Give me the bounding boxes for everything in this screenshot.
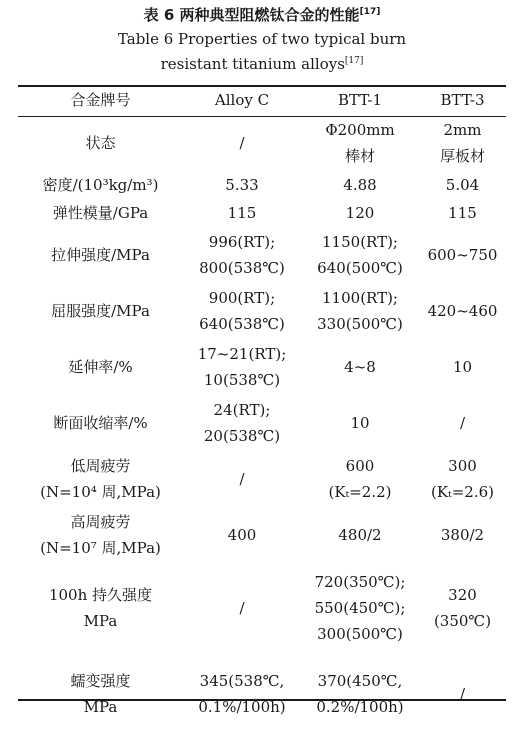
label-line: 状态 [85, 134, 116, 152]
cell-alloy-c [183, 451, 301, 507]
cell-line: 115 [227, 204, 257, 222]
row-label [18, 563, 183, 653]
cell-btt-1 [301, 339, 419, 395]
table-row [18, 507, 506, 563]
cell-line: 640(500℃) [317, 259, 403, 277]
cell-alloy-c [183, 171, 301, 199]
label-line: MPa [83, 612, 118, 630]
cell-btt-1 [301, 653, 419, 735]
cell-line: 5.33 [225, 176, 259, 194]
header-btt-1: BTT-1 [338, 91, 382, 109]
cell-btt-1 [301, 283, 419, 339]
cell-btt-3 [419, 115, 506, 171]
cell-btt-3 [419, 283, 506, 339]
cell-line: 厚板材 [439, 147, 485, 165]
table-row [18, 283, 506, 339]
cell-alloy-c [183, 283, 301, 339]
title-cn-text: 表 6 两种典型阻燃钛合金的性能 [143, 6, 360, 24]
cell-btt-3 [419, 339, 506, 395]
cell-line: 10 [350, 414, 370, 432]
table-title-english-line1: Table 6 Properties of two typical burn [117, 30, 407, 48]
row-label [18, 283, 183, 339]
label-line: 蠕变强度 [70, 672, 131, 690]
row-label [18, 171, 183, 199]
cell-line: 320 [448, 586, 477, 604]
table-title-chinese [0, 4, 524, 25]
row-label [18, 507, 183, 563]
row-label [18, 451, 183, 507]
cell-alloy-c [183, 563, 301, 653]
cell-alloy-c [183, 395, 301, 451]
label-line: 100h 持久强度 [48, 586, 153, 604]
properties-table [18, 85, 506, 735]
table-header-row [18, 85, 506, 115]
cell-line: 4~8 [344, 358, 376, 376]
cell-line: 900(RT); [208, 289, 276, 307]
cell-line: 24(RT); [213, 401, 271, 419]
cell-btt-3 [419, 507, 506, 563]
cell-alloy-c [183, 115, 301, 171]
table-row [18, 199, 506, 227]
cell-alloy-c [183, 199, 301, 227]
label-line: MPa [83, 698, 118, 716]
label-line: 拉伸强度/MPa [51, 246, 150, 264]
label-line: 低周疲劳 [70, 457, 131, 475]
cell-line: 5.04 [445, 176, 480, 194]
cell-line: / [459, 685, 466, 703]
cell-line: 2mm [443, 121, 482, 139]
row-label [18, 227, 183, 283]
cell-line: 10(538℃) [203, 371, 281, 389]
title-en-text: resistant titanium alloys [160, 55, 345, 73]
header-alloy-c: Alloy C [214, 91, 270, 109]
cell-line: 345(538℃, [199, 672, 285, 690]
cell-line: 1100(RT); [322, 289, 398, 307]
cell-line: 800(538℃) [199, 259, 285, 277]
cell-btt-1 [301, 227, 419, 283]
cell-line: 420~460 [427, 302, 498, 320]
cell-line: / [239, 134, 245, 152]
cell-line: / [239, 470, 245, 488]
row-label [18, 395, 183, 451]
table-row [18, 563, 506, 653]
row-label [18, 115, 183, 171]
cell-btt-1 [301, 563, 419, 653]
cell-alloy-c [183, 507, 301, 563]
cell-line: 600~750 [427, 246, 498, 264]
cell-btt-1 [301, 115, 419, 171]
cell-line: 640(538℃) [199, 315, 285, 333]
cell-line: 115 [448, 204, 477, 222]
table-row [18, 395, 506, 451]
table-row [18, 653, 506, 735]
cell-line: 330(500℃) [317, 315, 403, 333]
cell-line: 棒材 [344, 147, 375, 165]
table-row [18, 339, 506, 395]
row-label [18, 653, 183, 735]
cell-btt-3 [419, 395, 506, 451]
label-line: 延伸率/% [68, 358, 133, 376]
table-row [18, 227, 506, 283]
cell-btt-1 [301, 507, 419, 563]
label-line: (N=10⁷ 周,MPa) [40, 539, 161, 557]
label-line: (N=10⁴ 周,MPa) [40, 483, 161, 501]
label-line: 弹性模量/GPa [52, 204, 149, 222]
cell-line: 4.88 [343, 176, 377, 194]
cell-alloy-c [183, 653, 301, 735]
cell-btt-3 [419, 199, 506, 227]
label-line: 密度/(10³kg/m³) [42, 176, 159, 194]
table-title-english-line2 [0, 55, 524, 73]
cell-btt-1 [301, 451, 419, 507]
cell-alloy-c [183, 227, 301, 283]
table-row [18, 171, 506, 199]
cell-line: / [239, 599, 245, 617]
cell-btt-3 [419, 451, 506, 507]
cell-line: Φ200mm [325, 121, 395, 139]
label-line: 断面收缩率/% [53, 414, 148, 432]
cell-line: 300 [448, 457, 477, 475]
header-btt-3: BTT-3 [440, 91, 485, 109]
cell-line: 996(RT); [208, 233, 276, 251]
cell-line: 380/2 [440, 526, 485, 544]
cell-line: 10 [452, 358, 473, 376]
cell-line: 720(350℃); [314, 573, 406, 591]
cell-line: / [459, 414, 466, 432]
cell-line: 0.1%/100h) [198, 698, 286, 716]
title-cn-reference: [17] [359, 7, 381, 17]
table-row [18, 115, 506, 171]
cell-line: 120 [345, 204, 375, 222]
cell-btt-1 [301, 171, 419, 199]
cell-line: 480/2 [338, 526, 382, 544]
cell-line: 20(538℃) [203, 427, 281, 445]
cell-line: 0.2%/100h) [316, 698, 404, 716]
title-en-reference: [17] [344, 56, 364, 66]
table-row [18, 451, 506, 507]
header-alloy-grade: 合金牌号 [70, 91, 131, 109]
cell-line: 17~21(RT); [197, 345, 287, 363]
cell-line: (350℃) [433, 612, 492, 630]
row-label [18, 199, 183, 227]
cell-line: 300(500℃) [317, 625, 403, 643]
label-line: 高周疲劳 [70, 513, 131, 531]
label-line: 屈服强度/MPa [51, 302, 150, 320]
cell-line: 400 [227, 526, 257, 544]
cell-line: 1150(RT); [322, 233, 398, 251]
cell-btt-3 [419, 227, 506, 283]
cell-line: 550(450℃); [314, 599, 406, 617]
cell-btt-1 [301, 199, 419, 227]
cell-line: (Kₜ=2.6) [430, 483, 495, 501]
cell-btt-3 [419, 171, 506, 199]
cell-line: 370(450℃, [317, 672, 403, 690]
cell-btt-3 [419, 653, 506, 735]
cell-line: 600 [345, 457, 375, 475]
cell-btt-3 [419, 563, 506, 653]
cell-line: (Kₜ=2.2) [328, 483, 392, 501]
row-label [18, 339, 183, 395]
cell-btt-1 [301, 395, 419, 451]
cell-alloy-c [183, 339, 301, 395]
